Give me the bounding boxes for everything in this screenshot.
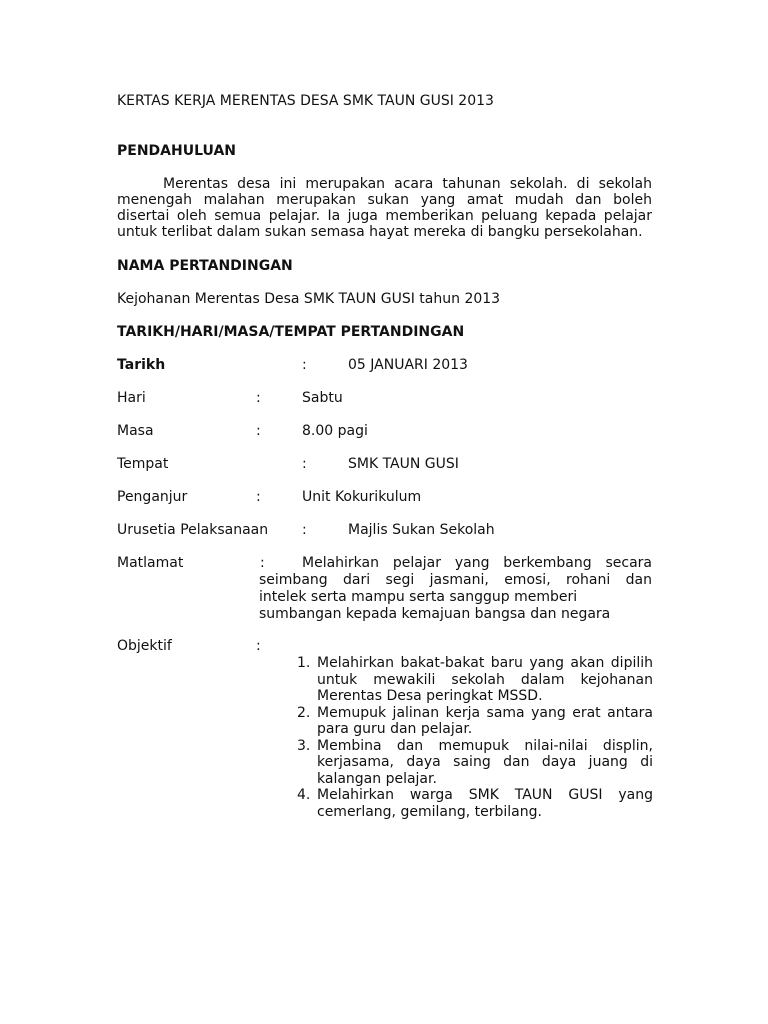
- document-title: KERTAS KERJA MERENTAS DESA SMK TAUN GUSI 2013: [117, 93, 494, 109]
- list-item-line: para guru dan pelajar.: [317, 721, 473, 737]
- field-colon: :: [256, 423, 261, 439]
- field-colon: :: [260, 555, 265, 571]
- field-value-hari: Sabtu: [302, 390, 343, 406]
- field-label-objektif: Objektif: [117, 638, 172, 654]
- list-item-line: untuk mewakili sekolah dalam kejohanan: [317, 671, 653, 688]
- list-item-line: Memupuk jalinan kerja sama yang erat antara: [317, 704, 653, 721]
- matlamat-line: intelek serta mampu serta sanggup memberi: [259, 589, 578, 605]
- list-item-line: kerjasama, daya saing dan daya juang di: [317, 754, 653, 770]
- nama-pertandingan-text: Kejohanan Merentas Desa SMK TAUN GUSI tahun 2013: [117, 291, 501, 307]
- list-item: [297, 655, 653, 705]
- matlamat-line: sumbangan kepada kemajuan bangsa dan negara: [259, 606, 611, 622]
- field-colon: :: [302, 522, 307, 538]
- list-item-line: Merentas Desa peringkat MSSD.: [317, 688, 543, 704]
- field-value-urusetia: Majlis Sukan Sekolah: [348, 522, 495, 538]
- paragraph-line: menengah malahan merupakan sukan yang amat mudah dan boleh: [117, 192, 652, 208]
- field-label-urusetia: Urusetia Pelaksanaan: [117, 522, 269, 538]
- field-colon: :: [256, 638, 261, 654]
- list-item-line: Melahirkan bakat-bakat baru yang akan dipilih: [317, 655, 653, 671]
- matlamat-line: seimbang dari segi jasmani, emosi, rohani dan: [259, 572, 652, 588]
- matlamat-text: [259, 555, 652, 623]
- field-label-matlamat: Matlamat: [117, 555, 184, 571]
- field-colon: :: [302, 456, 307, 472]
- list-number: 1.: [297, 655, 311, 671]
- list-item: [297, 705, 653, 738]
- field-value-tempat: SMK TAUN GUSI: [348, 456, 459, 472]
- list-number: 3.: [297, 737, 311, 754]
- field-label-tarikh: Tarikh: [117, 357, 166, 373]
- list-number: 4.: [297, 787, 311, 803]
- field-label-hari: Hari: [117, 390, 146, 406]
- pendahuluan-paragraph: [117, 176, 652, 240]
- field-label-tempat: Tempat: [117, 456, 169, 472]
- matlamat-line: Melahirkan pelajar yang berkembang secara: [302, 555, 652, 571]
- list-item-line: kalangan pelajar.: [317, 770, 437, 787]
- heading-nama-pertandingan: NAMA PERTANDINGAN: [117, 258, 293, 274]
- field-colon: :: [256, 489, 261, 505]
- field-value-penganjur: Unit Kokurikulum: [302, 489, 422, 505]
- field-colon: :: [256, 390, 261, 406]
- field-value-masa: 8.00 pagi: [302, 423, 368, 439]
- list-item: [297, 738, 653, 788]
- paragraph-line: Merentas desa ini merupakan acara tahunan sekolah. di sekolah: [163, 176, 652, 192]
- field-label-masa: Masa: [117, 423, 154, 439]
- list-item-line: Membina dan memupuk nilai-nilai displin,: [317, 737, 653, 754]
- objektif-list: [297, 655, 653, 820]
- field-value-tarikh: 05 JANUARI 2013: [348, 357, 468, 373]
- heading-tarikh-section: TARIKH/HARI/MASA/TEMPAT PERTANDINGAN: [117, 324, 465, 340]
- list-item: [297, 787, 653, 820]
- list-number: 2.: [297, 704, 311, 721]
- paragraph-line: disertai oleh semua pelajar. Ia juga memberikan peluang kepada pelajar: [117, 208, 652, 224]
- field-label-penganjur: Penganjur: [117, 489, 188, 505]
- field-colon: :: [302, 357, 307, 373]
- heading-pendahuluan: PENDAHULUAN: [117, 143, 236, 159]
- list-item-line: Melahirkan warga SMK TAUN GUSI yang: [317, 787, 653, 803]
- list-item-line: cemerlang, gemilang, terbilang.: [317, 803, 542, 820]
- paragraph-line: untuk terlibat dalam sukan semasa hayat mereka di bangku persekolahan.: [117, 224, 643, 240]
